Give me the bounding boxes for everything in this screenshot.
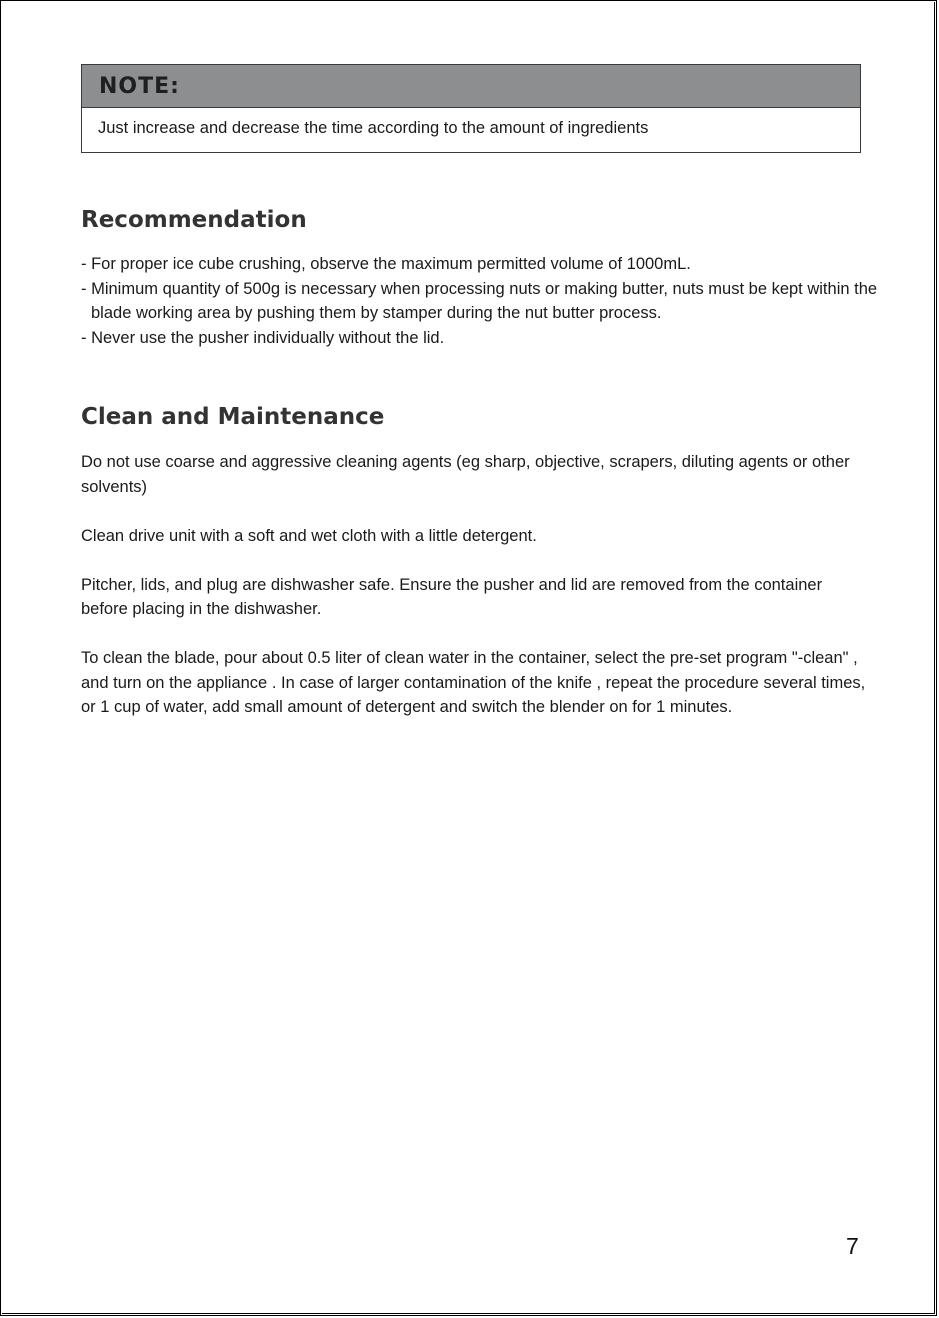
- clean-maintenance-body: [81, 450, 871, 744]
- clean-maintenance-heading: Clean and Maintenance: [81, 404, 385, 430]
- paragraph: Do not use coarse and aggressive cleaning agents (eg sharp, objective, scrapers, diluting agents or other solvents): [81, 453, 850, 496]
- note-box: [81, 64, 861, 153]
- page-number: 7: [846, 1233, 859, 1259]
- recommendation-list: [81, 252, 881, 350]
- paragraph: Pitcher, lids, and plug are dishwasher safe. Ensure the pusher and lid are removed from the container before placing in the dishwasher.: [81, 575, 823, 618]
- list-item: - Never use the pusher individually without the lid.: [81, 328, 445, 347]
- paragraph: Clean drive unit with a soft and wet cloth with a little detergent.: [81, 526, 537, 545]
- paragraph: To clean the blade, pour about 0.5 liter of clean water in the container, select the pre-set program "-clean" , and turn on the appliance . In case of larger contamination of the knife , repeat the procedure several times, or 1 cup of water, add small amount of detergent and switch the blender on for 1 minutes.: [81, 649, 866, 716]
- note-header: [82, 65, 860, 108]
- list-item: - For proper ice cube crushing, observe the maximum permitted volume of 1000mL.: [81, 255, 691, 273]
- note-title: NOTE:: [99, 73, 180, 99]
- recommendation-heading: Recommendation: [81, 207, 307, 233]
- note-text: Just increase and decrease the time according to the amount of ingredients: [98, 119, 649, 137]
- list-item: - Minimum quantity of 500g is necessary when processing nuts or making butter, nuts must be kept within the blade working area by pushing them by stamper during the nut butter process.: [81, 279, 878, 322]
